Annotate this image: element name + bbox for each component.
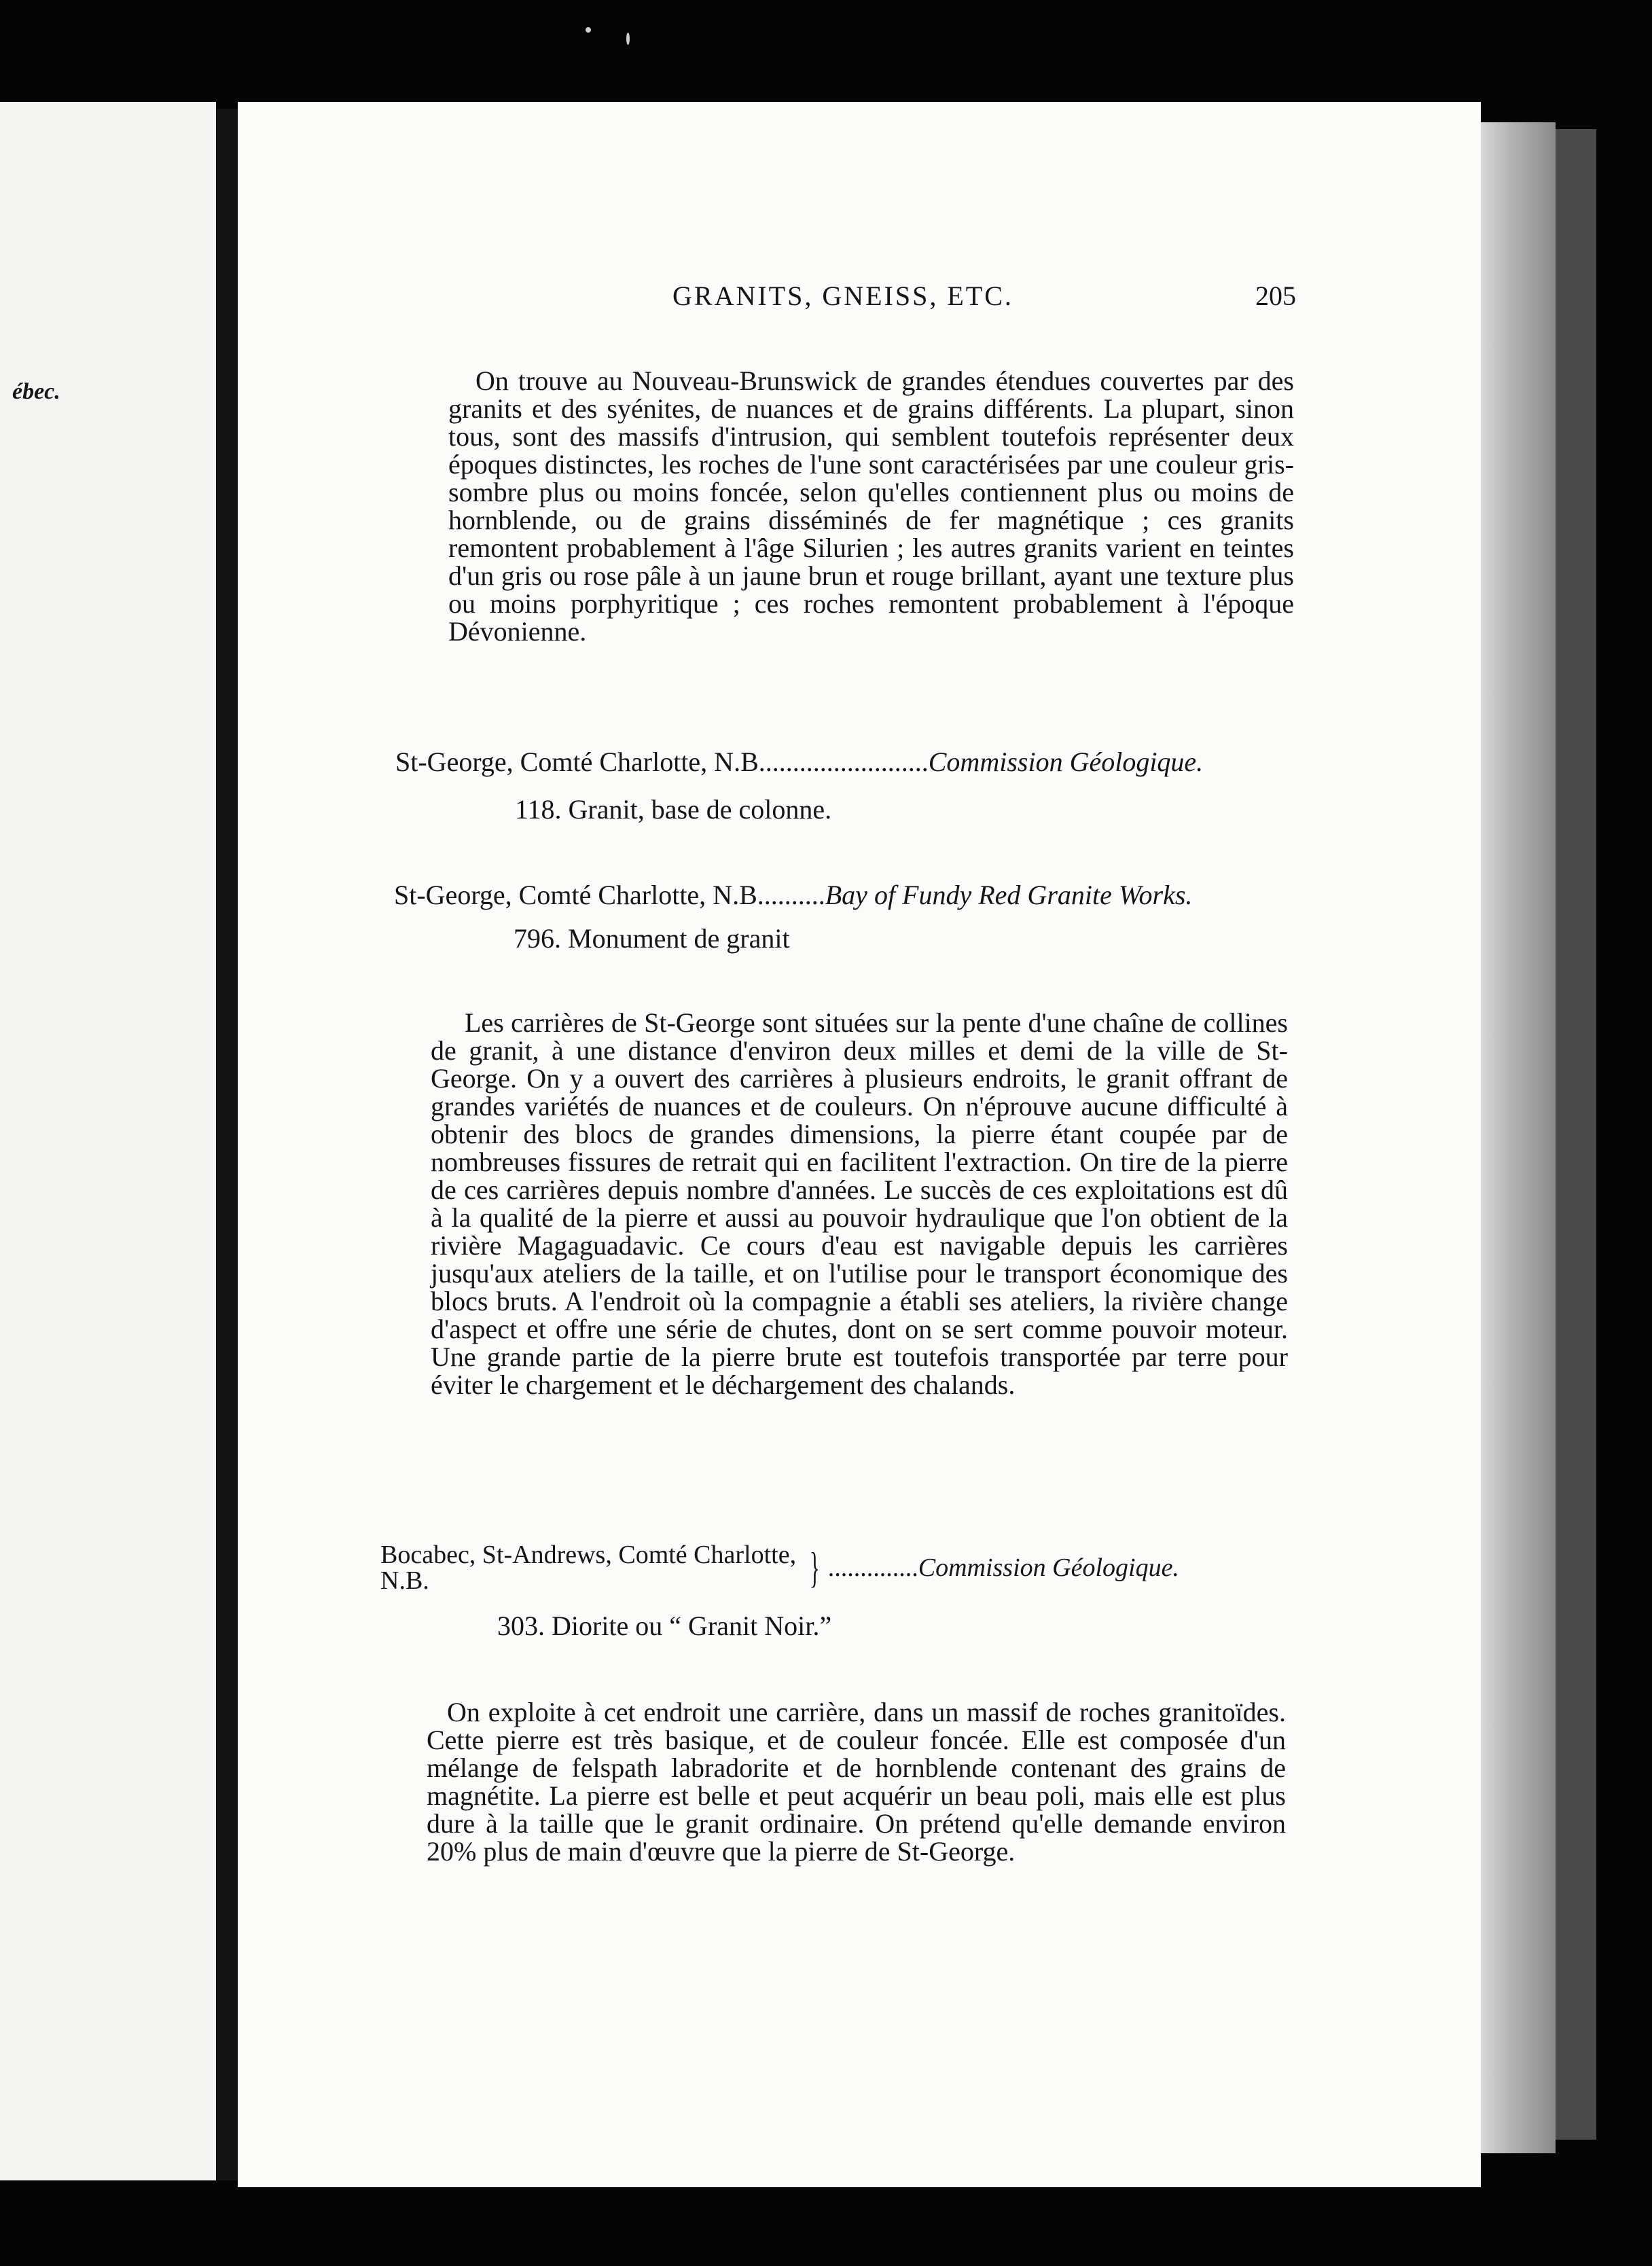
entry-location: Bocabec, St-Andrews, Comté Charlotte, N.B. [380, 1541, 797, 1595]
entry-leader: ......... [764, 880, 825, 910]
entry-leader: .............. [827, 1553, 918, 1582]
scan-speck [586, 27, 591, 33]
running-title: GRANITS, GNEISS, ETC. [672, 281, 1013, 311]
page-number: 205 [1255, 281, 1296, 311]
entry-brace: } [809, 1543, 821, 1591]
left-page-line: ébec. [12, 379, 60, 404]
specimen-item: 303. Diorite ou “ Granit Noir.” [497, 1611, 832, 1641]
page-edge-shadow [1481, 122, 1556, 2153]
entry-source: Bay of Fundy Red Granite Works. [825, 880, 1193, 910]
paragraph-bocabec-quarry: On exploite à cet endroit une carrière, dans un massif de roches granitoïdes. Cette pierre est très basique, et de couleur foncée. Elle est composée d'un mélange de felspath labradorite et de hornblende contenant des grains de magnétite. La pierre est belle et peut acquérir un beau poli, mais elle est plus dure à la taille que le granit ordinaire. On prétend qu'elle demande environ 20% plus de main d'œuvre que la pierre de St-George. [427, 1697, 1286, 1867]
entry-leader: ........................ [765, 747, 929, 777]
specimen-item: 118. Granit, base de colonne. [515, 794, 832, 825]
entry-location: St-George, Comté Charlotte, N.B. [394, 880, 764, 910]
entry-source: Commission Géologique. [928, 747, 1204, 777]
paragraph-intro: On trouve au Nouveau-Brunswick de grandes étendues couvertes par des granits et des syénites, de nuances et de grains différents. La plupart, sinon tous, sont des massifs d'intrusion, qui semblent toutefois représenter deux époques distinctes, les roches de l'une sont caractérisées par une couleur gris-sombre plus ou moins foncée, selon qu'elles contiennent plus ou moins de hornblende, ou de grains disséminés de fer magnétique ; ces granits remontent probablement à l'âge Silurien ; les autres granits varient en teintes d'un gris ou rose pâle à un jaune brun et rouge brillant, ayant une texture plus ou moins porphyritique ; ces roches remontent probablement à l'époque Dévonienne. [448, 365, 1294, 647]
page-edge-dark [1556, 129, 1596, 2140]
paragraph-st-george-quarries: Les carrières de St-George sont situées sur la pente d'une chaîne de collines de granit, à une distance d'environ deux milles et demi de la ville de St-George. On y a ouvert des carrières à plusieurs endroits, le granit offrant de grandes variétés de nuances et de couleurs. On n'éprouve aucune difficulté à obtenir des blocs de grandes dimensions, la pierre étant coupée par de nombreuses fissures de retrait qui en facilitent l'extraction. On tire de la pierre de ces carrières depuis nombre d'années. Le succès de ces exploitations est dû à la qualité de la pierre et aussi au pouvoir hydraulique que l'on obtient de la rivière Magaguadavic. Ce cours d'eau est navigable depuis les carrières jusqu'aux ateliers de la taille, et on l'utilise pour le transport économique des blocs bruts. A l'endroit où la compagnie a établi ses ateliers, la rivière change d'aspect et offre une série de chutes, dont on se sert comme pouvoir moteur. Une grande partie de la pierre brute est toutefois transportée par terre pour éviter le chargement et le déchargement des chalands. [431, 1007, 1288, 1400]
specimen-entry [394, 879, 1192, 911]
entry-location: St-George, Comté Charlotte, N.B. [395, 747, 766, 777]
scan-speck [626, 33, 630, 45]
entry-source: Commission Géologique. [918, 1553, 1179, 1582]
specimen-entry [395, 746, 1203, 778]
specimen-item: 796. Monument de granit [514, 923, 790, 954]
specimen-entry [380, 1542, 1179, 1594]
